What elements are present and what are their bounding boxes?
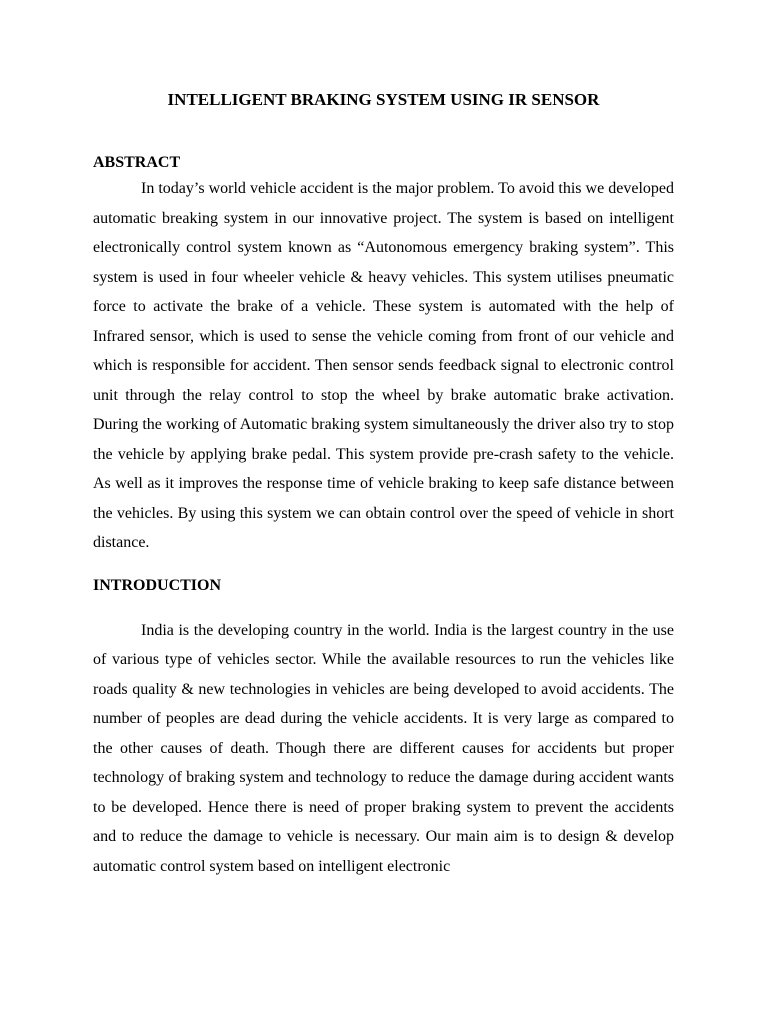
introduction-heading: INTRODUCTION [93,576,222,594]
introduction-paragraph: India is the developing country in the world. India is the largest country in the use of various type of vehicles sector. While the available resources to run the vehicles like roads quality & new technologies in vehicles are being developed to avoid accidents. The number of peoples are dead during the vehicle accidents. It is very large as compared to the other causes of death. Though there are different causes for accidents but proper technology of braking system and technology to reduce the damage during accident wants to be developed. Hence there is need of proper braking system to prevent the accidents and to reduce the damage to vehicle is necessary. Our main aim is to design & develop automatic control system based on intelligent electronic [93,621,674,875]
abstract-paragraph: In today’s world vehicle accident is the major problem. To avoid this we developed automatic breaking system in our innovative project. The system is based on intelligent electronically control system known as “Autonomous emergency braking system”. This system is used in four wheeler vehicle & heavy vehicles. This system utilises pneumatic force to activate the brake of a vehicle. These system is automated with the help of Infrared sensor, which is used to sense the vehicle coming from front of our vehicle and which is responsible for accident. Then sensor sends feedback signal to electronic control unit through the relay control to stop the wheel by brake automatic brake activation. During the working of Automatic braking system simultaneously the driver also try to stop the vehicle by applying brake pedal. This system provide pre-crash safety to the vehicle. As well as it improves the response time of vehicle braking to keep safe distance between the vehicles. By using this system we can obtain control over the speed of vehicle in short distance. [93,180,674,551]
abstract-heading: ABSTRACT [93,154,181,171]
introduction-section [93,575,674,882]
abstract-section [93,152,674,558]
document-title: INTELLIGENT BRAKING SYSTEM USING IR SENSOR [167,90,600,109]
